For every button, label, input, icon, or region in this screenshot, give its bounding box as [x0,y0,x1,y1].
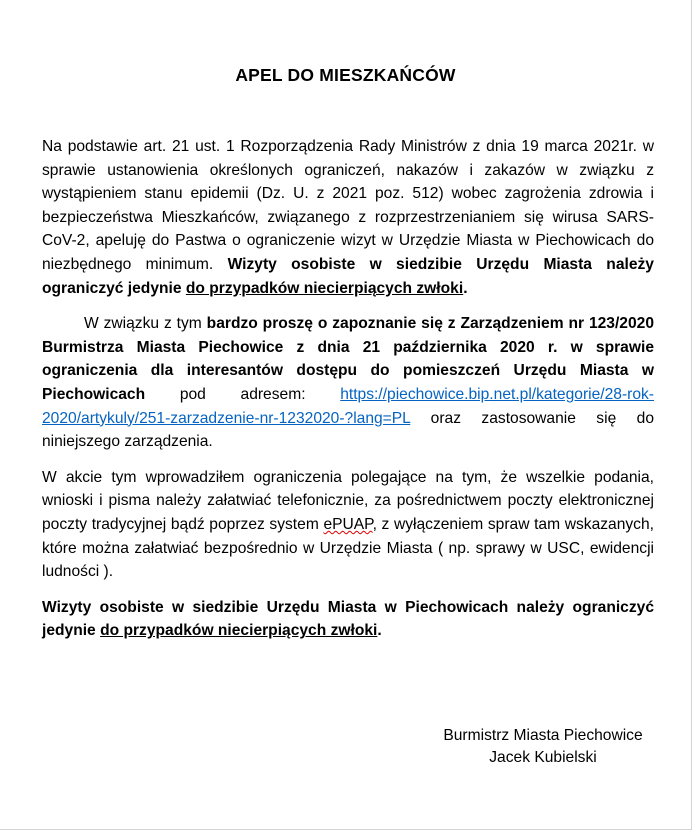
bold-text: Wizyty osobiste w siedzibie Urzędu Miasta w Piechowicach należy ograniczyć jedynie [42,598,654,640]
paragraph-text: pod adresem: [145,385,341,403]
signature-title: Burmistrz Miasta Piechowice [443,727,643,744]
paragraph-appeal [42,596,654,643]
paragraph-ordinance [42,312,654,454]
bold-underlined-text: do przypadków niecierpiących zwłoki [185,279,464,297]
signature-name: Jacek Kubielski [489,749,597,766]
bold-text: Wizyty osobiste w siedzibie Urzędu Miasta należy ograniczyć jedynie [42,255,654,297]
epuap-word: ePUAP [323,515,373,533]
paragraph-text: W związku z tym [84,315,207,333]
bold-underlined-text: do przypadków niecierpiących zwłoki [100,622,378,640]
bold-text: . [377,622,382,640]
paragraph-text: W akcie tym wprowadziłem ograniczenia polegające na tym, że wszelkie podania, wnioski i pisma należy załatwiać telefonicznie, za pośrednictwem poczty elektronicznej poczty tradycyjnej bądź poprzez system [42,468,654,533]
paragraph-legal-basis [42,135,654,300]
paragraph-text: oraz zastosowanie się do niniejszego zarządzenia. [42,409,654,451]
paragraph-restrictions [42,466,654,584]
paragraph-text: Na podstawie art. 21 ust. 1 Rozporządzenia Rady Ministrów z dnia 19 marca 2021r. w sprawie ustanowienia określonych ograniczeń, nakazów i zakazów w związku z wystąpieniem stanu epidemii (Dz. U. z 2021 poz. 512) wobec zagrożenia zdrowia i bezpieczeństwa Mieszkańców, związanego z rozprzestrzenianiem się wirusa SARS-CoV-2, apeluję do Pastwa o ograniczenie wizyt w Urzędzie Miasta w Piechowicach do niezbędnego minimum. [42,138,654,273]
paragraph-text: , z wyłączeniem spraw tam wskazanych, które można załatwiać bezpośrednio w Urzędzie Miasta ( np. sprawy w USC, ewidencji ludności ). [42,515,654,581]
document-title: APEL DO MIESZKAŃCÓW [235,65,456,85]
ordinance-link[interactable]: https://piechowice.bip.net.pl/kategorie/28-rok-2020/artykuly/251-zarzadzenie-nr-1232020-?lang=PL [42,385,654,427]
signature-block [428,725,658,769]
bold-text: . [463,279,468,297]
bold-text: bardzo proszę o zapoznanie się z Zarządzeniem nr 123/2020 Burmistrza Miasta Piechowice z dnia 21 października 2020 r. w sprawie ograniczenia dla interesantów dostępu do pomieszczeń Urzędu Miasta w Piechowicach [42,315,654,403]
document-body [42,135,654,655]
